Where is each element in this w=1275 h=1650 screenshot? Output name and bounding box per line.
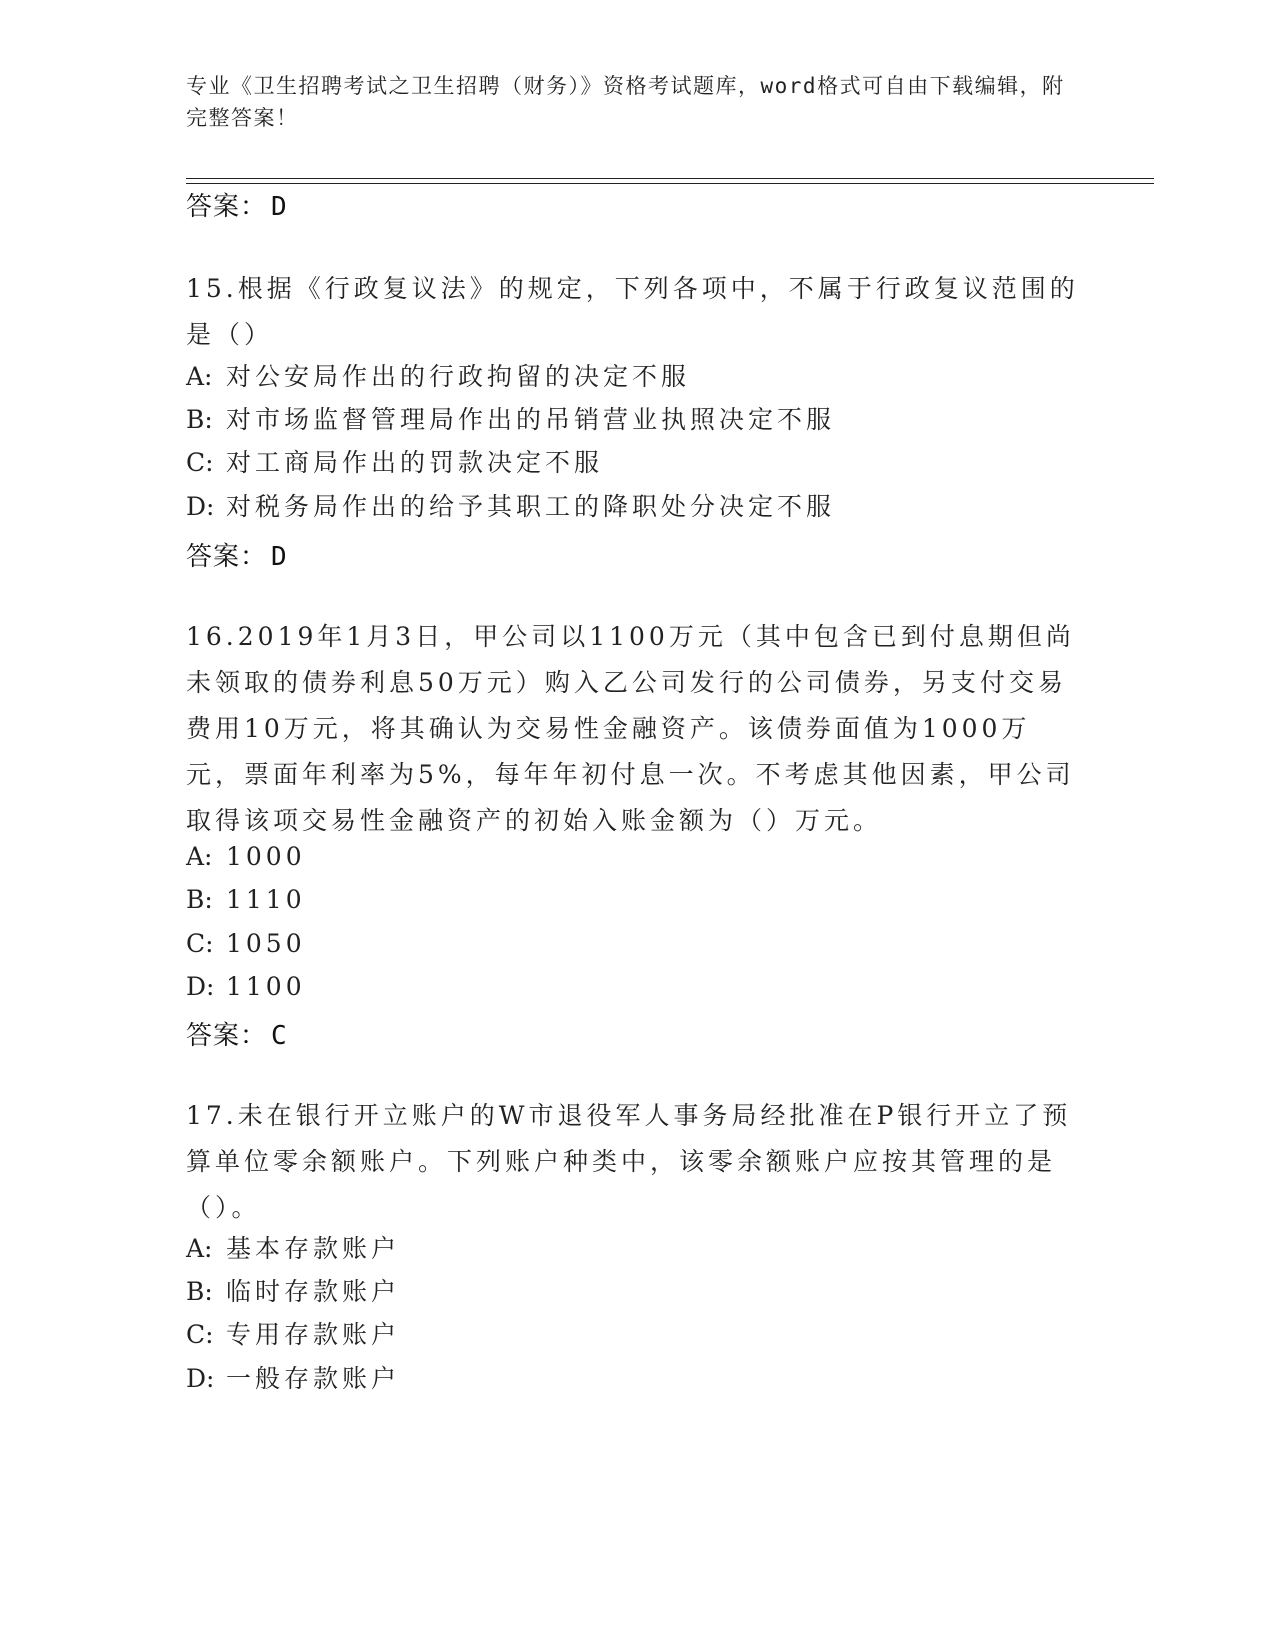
header-divider-bottom	[186, 183, 1154, 184]
question-16-option-d	[186, 964, 306, 1009]
option-key: B:	[186, 1277, 213, 1306]
answer-value: C	[271, 1021, 288, 1051]
answer-label: 答案：	[186, 542, 268, 572]
option-text: 一般存款账户	[226, 1364, 401, 1393]
question-15-option-c	[186, 440, 603, 485]
answer-prev	[186, 186, 288, 223]
option-text: 对税务局作出的给予其职工的降职处分决定不服	[226, 492, 836, 521]
question-17-text: 17.未在银行开立账户的W市退役军人事务局经批准在P银行开立了预算单位零余额账户。下列账户种类中，该零余额账户应按其管理的是（）。	[186, 1101, 1072, 1222]
question-17-option-d	[186, 1356, 400, 1401]
option-key: B:	[186, 885, 213, 914]
option-key: B:	[186, 405, 213, 434]
option-key: C:	[186, 448, 214, 477]
option-text: 临时存款账户	[226, 1277, 401, 1306]
option-key: A:	[186, 362, 213, 391]
question-15-option-d	[186, 484, 835, 529]
option-key: C:	[186, 1320, 214, 1349]
question-16-option-a	[186, 834, 306, 879]
question-15-option-b	[186, 397, 835, 442]
option-text: 1100	[226, 972, 306, 1001]
answer-value: D	[271, 192, 288, 222]
answer-label: 答案：	[186, 1021, 268, 1051]
question-17-option-b	[186, 1269, 400, 1314]
question-15-option-a	[186, 354, 690, 399]
option-text: 1110	[226, 885, 306, 914]
option-text: 基本存款账户	[226, 1234, 401, 1263]
question-16-answer	[186, 1015, 288, 1052]
answer-label: 答案：	[186, 192, 268, 222]
option-key: D:	[186, 492, 215, 521]
header-intro: 专业《卫生招聘考试之卫生招聘（财务）》资格考试题库，word格式可自由下载编辑，附完整答案！	[186, 74, 1065, 130]
option-text: 对市场监督管理局作出的吊销营业执照决定不服	[226, 405, 836, 434]
question-16-option-c	[186, 921, 306, 966]
option-text: 对工商局作出的罚款决定不服	[226, 448, 604, 477]
option-text: 专用存款账户	[226, 1320, 401, 1349]
question-15-text: 15.根据《行政复议法》的规定，下列各项中，不属于行政复议范围的是（）	[186, 274, 1079, 349]
question-17-option-c	[186, 1312, 400, 1357]
question-16-option-b	[186, 877, 306, 922]
answer-value: D	[271, 542, 288, 572]
option-text: 对公安局作出的行政拘留的决定不服	[226, 362, 691, 391]
option-key: C:	[186, 929, 214, 958]
option-key: D:	[186, 972, 215, 1001]
header-divider-top	[186, 178, 1154, 179]
option-text: 1050	[226, 929, 306, 958]
option-text: 1000	[226, 842, 306, 871]
option-key: A:	[186, 1234, 213, 1263]
question-15-answer	[186, 536, 288, 573]
option-key: A:	[186, 842, 213, 871]
option-key: D:	[186, 1364, 215, 1393]
question-17-option-a	[186, 1226, 400, 1271]
question-16-text: 16.2019年1月3日，甲公司以1100万元（其中包含已到付息期但尚未领取的债券利息50万元）购入乙公司发行的公司债券，另支付交易费用10万元，将其确认为交易性金融资产。该债券面值为1000万元，票面年利率为5%，每年年初付息一次。不考虑其他因素，甲公司取得该项交易性金融资产的初始入账金额为（）万元。	[186, 622, 1075, 835]
